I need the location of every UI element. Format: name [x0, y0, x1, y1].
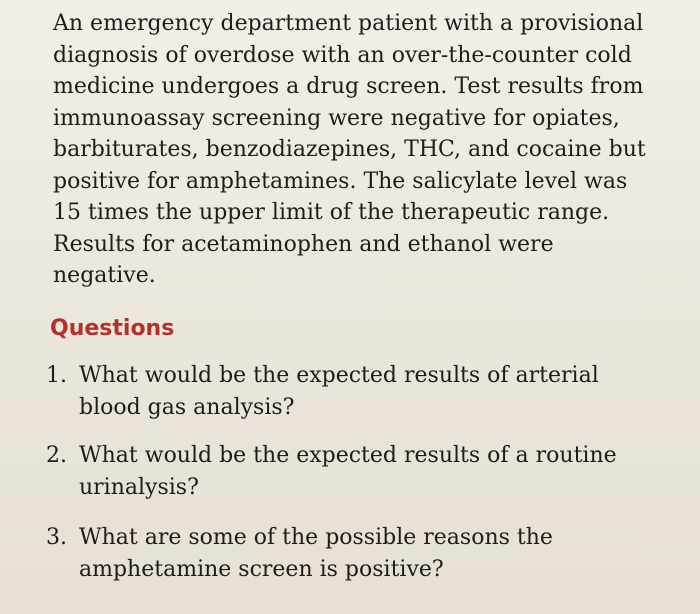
case-description: An emergency department patient with a provisional diagnosis of overdose with an over-the-counter cold medicine undergoes a drug screen. Test results from immunoassay screening were negative for opiates, barbiturates, benzodiazepines, THC, and cocaine but positive for amphetamines. The salicylate level was 15 times the upper limit of the therapeutic range. Results for acetaminophen and ethanol were negative.: [53, 11, 646, 288]
question-text: What would be the expected results of arterial blood gas analysis?: [79, 363, 599, 420]
question-text: What would be the expected results of a routine urinalysis?: [79, 443, 617, 500]
question-number: 2.: [46, 443, 67, 468]
question-text: What are some of the possible reasons the amphetamine screen is positive?: [79, 525, 553, 582]
question-number: 3.: [46, 525, 67, 550]
questions-heading: Questions: [50, 316, 175, 341]
question-number: 1.: [46, 363, 67, 388]
